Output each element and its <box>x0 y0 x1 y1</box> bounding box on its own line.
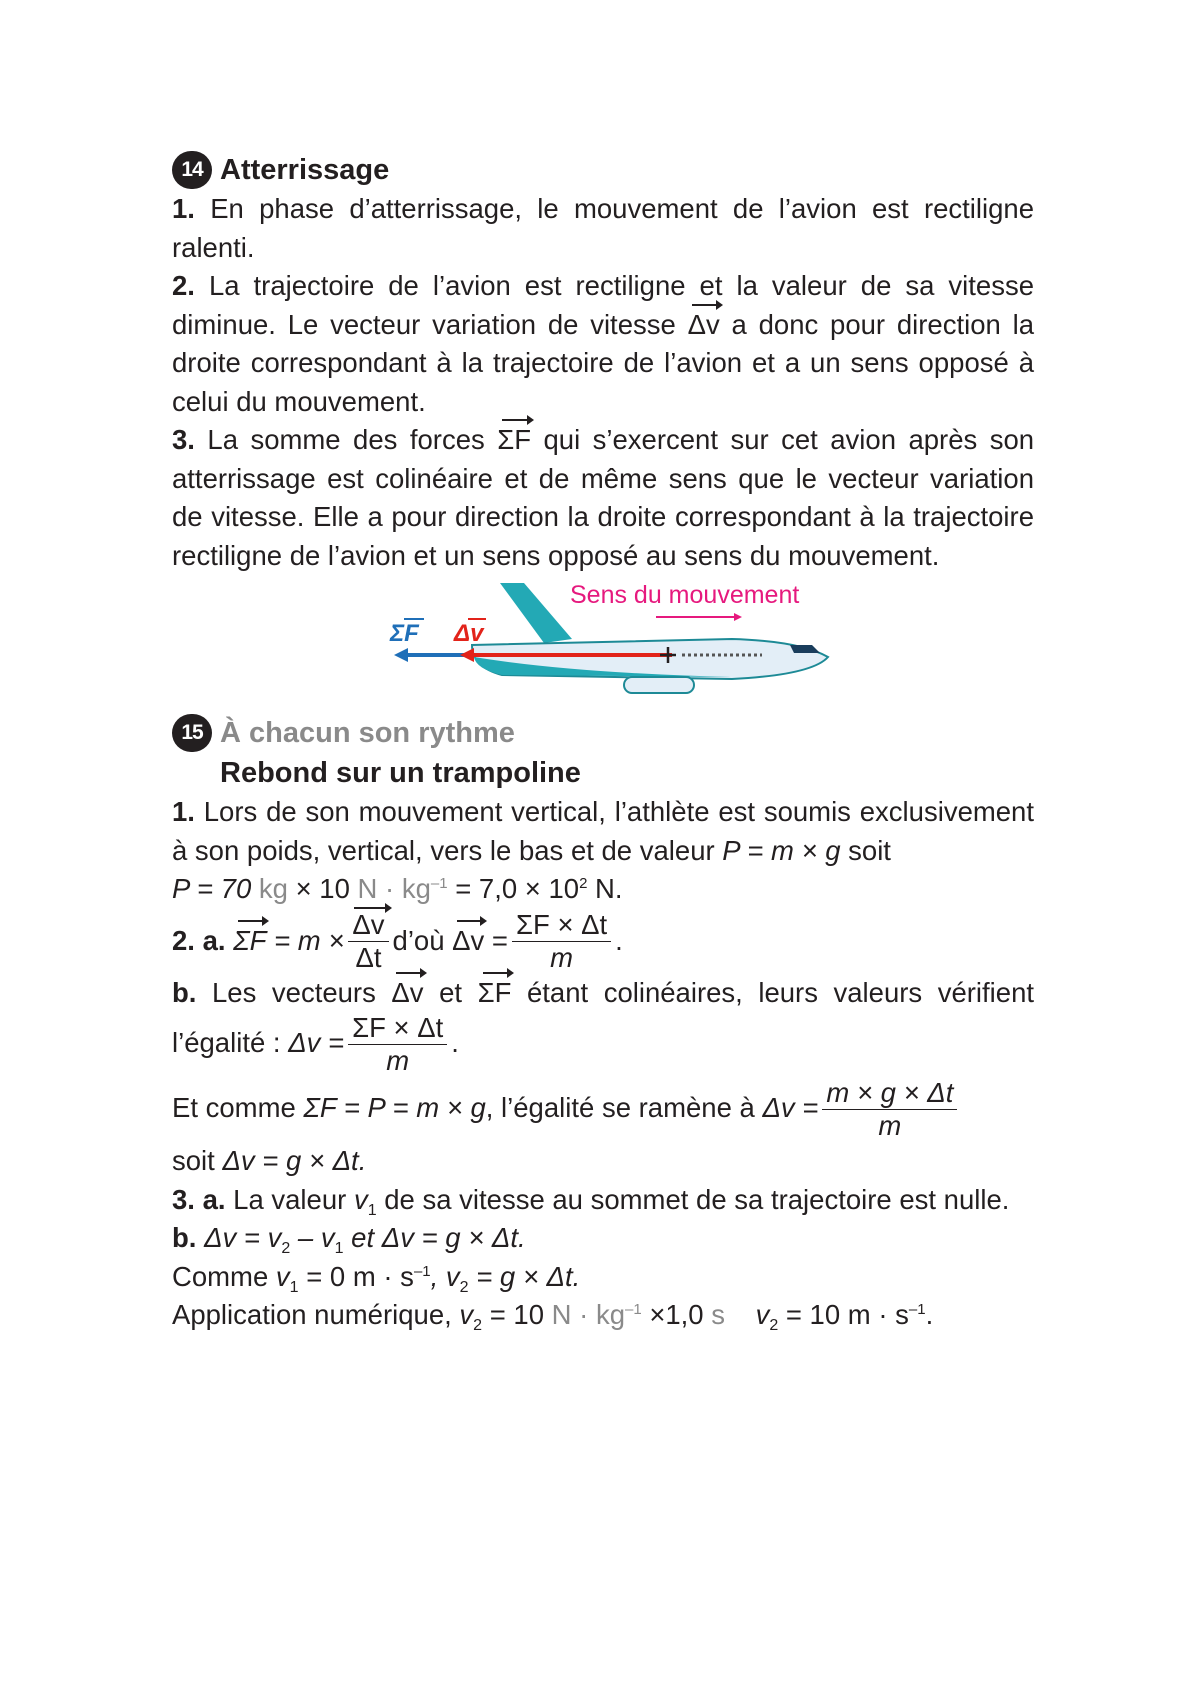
motion-arrow-head <box>734 613 742 621</box>
question-2c: Et comme ΣF = P = m × g, l’égalité se ramène à Δv = $\frac{m \times g \times \Delta t}{m}$ soit Δv = g × Δt. <box>172 1077 1034 1181</box>
question-2a: 2. a. ΣF = m × $\frac{\Delta v}{\Delta t}$ d’où Δv = $\frac{\Sigma F \times \Delta t}{m}$ . <box>172 908 623 973</box>
motion-label: Sens du mouvement <box>570 583 800 609</box>
exercise-14-heading <box>172 150 1034 190</box>
question-1: 1. En phase d’atterrissage, le mouvement de l’avion est rectiligne ralenti. <box>172 193 1035 263</box>
answer-page <box>172 150 1034 1335</box>
exercise-15-heading <box>172 713 1034 753</box>
exercise-number-badge: 15 <box>172 714 212 752</box>
exercise-subtitle: Rebond sur un trampoline <box>220 756 581 789</box>
delta-v-vector: Δv <box>688 306 720 345</box>
question-3a: 3. a. La valeur $v_1$ de sa vitesse au sommet de sa trajectoire est nulle. <box>172 1183 1010 1219</box>
exercise-title: Atterrissage <box>220 153 390 186</box>
question-3b: b. $\Delta v = v_2 - v_1$ et Δv = g × Δt. <box>172 1222 526 1257</box>
sum-forces-vector: ΣF <box>497 421 531 460</box>
question-3d: Application numérique, $v_2 = 10$ $N \cdot kg^{-1} \times 1,0$ s $v_2 = 10$ $m \cdot s^{-1}$. <box>172 1299 934 1334</box>
airplane-figure <box>172 583 1034 703</box>
airplane-diagram <box>172 583 1034 703</box>
question-3c: Comme $v_1 = 0$ $m \cdot s^{-1}$, $v_2 = g \times \Delta t$. <box>172 1260 581 1296</box>
question-3: 3. La somme des forces ΣF qui s’exercent sur cet avion après son atterrissage est colinéaire et de même sens que le vecteur variation de vitesse. Elle a pour direction la droite correspondant à la trajectoire rectiligne de l’avion et un sens opposé au sens du mouvement. <box>172 421 1034 575</box>
exercise-number-badge: 14 <box>172 151 212 189</box>
question-2: 2. La trajectoire de l’avion est rectiligne et la valeur de sa vitesse diminue. Le vecteur variation de vitesse Δv a donc pour direction la droite correspondant à la trajectoire de l’avion et a un sens opposé à celui du mouvement. <box>172 270 1034 417</box>
sum-forces-label: ΣF <box>390 620 419 647</box>
delta-v-label: Δv <box>454 620 484 647</box>
sum-forces-arrow-head <box>394 648 408 662</box>
question-1: 1. Lors de son mouvement vertical, l’athlète est soumis exclusivement à son poids, vertical, vers le bas et de valeur P = m × g soit P = 70 kg × 10 $N \cdot kg^{-1} = 7,0 \times 10^2$ N. <box>172 796 1034 904</box>
delta-v-arrow-head <box>460 648 474 662</box>
exercise-title: À chacun son rythme <box>220 716 515 749</box>
question-2b: b. Les vecteurs Δv et ΣF étant colinéaires, leurs valeurs vérifient l’égalité : Δv = $\frac{\Sigma F \times \Delta t}{m}$ . <box>172 974 1034 1078</box>
